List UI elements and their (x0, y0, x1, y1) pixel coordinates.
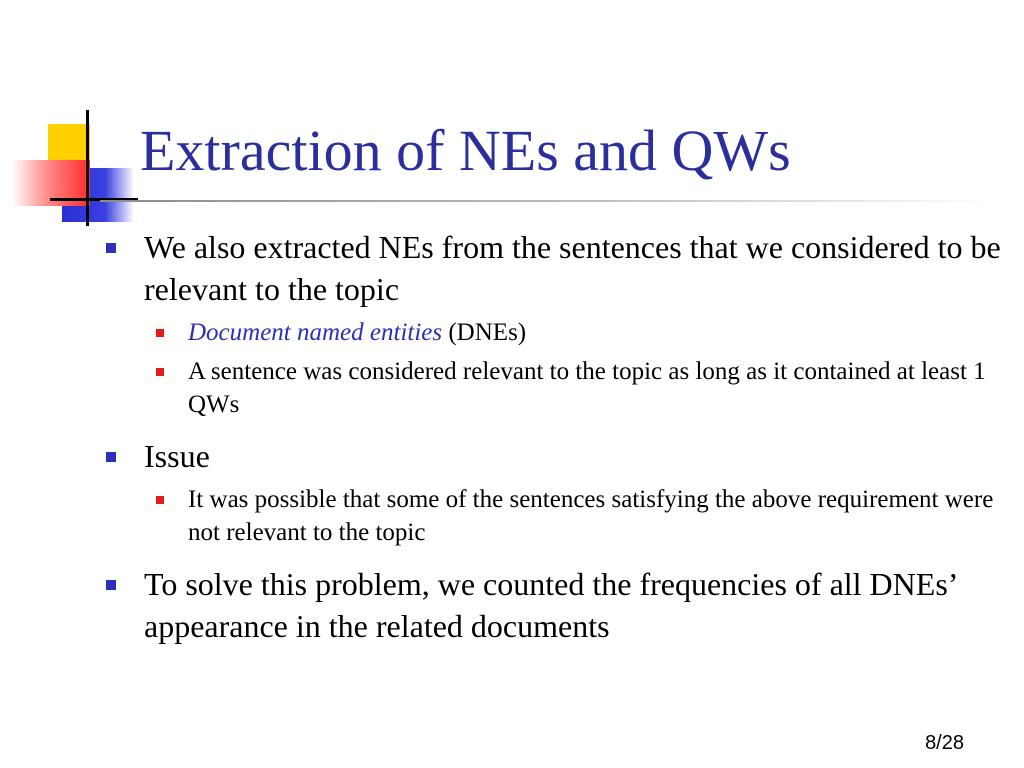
bullet-item (104, 226, 1004, 310)
sub-bullet-square-icon (156, 329, 164, 337)
sub-bullet-item (104, 316, 1004, 349)
bullet-text: We also extracted NEs from the sentences that we considered to be relevant to the topic (144, 229, 1001, 307)
title-underline (100, 200, 1000, 202)
sub-bullet-item (104, 355, 1004, 421)
sub-bullet-square-icon (156, 496, 164, 504)
logo-vertical-line (86, 110, 89, 226)
bullet-square-icon (106, 243, 116, 253)
sub-bullet-text: A sentence was considered relevant to the topic as long as it contained at least 1 QWs (188, 358, 986, 418)
sub-bullet-text: (DNEs) (442, 319, 527, 346)
sub-bullet-item (104, 483, 1004, 549)
decorative-logo (0, 0, 160, 240)
bullet-text: To solve this problem, we counted the frequencies of all DNEs’ appearance in the related documents (144, 566, 957, 644)
bullet-item (104, 563, 1004, 647)
slide-content (104, 226, 1004, 647)
bullet-square-icon (106, 580, 116, 590)
emphasized-term: Document named entities (188, 319, 443, 346)
sub-bullet-text: It was possible that some of the sentences satisfying the above requirement were not relevant to the topic (188, 486, 994, 546)
bullet-square-icon (106, 452, 116, 462)
slide-title: Extraction of NEs and QWs (140, 118, 791, 183)
bullet-text: Issue (144, 438, 210, 474)
sub-bullet-square-icon (156, 368, 164, 376)
bullet-item (104, 435, 1004, 477)
page-number: 8/28 (925, 732, 964, 754)
